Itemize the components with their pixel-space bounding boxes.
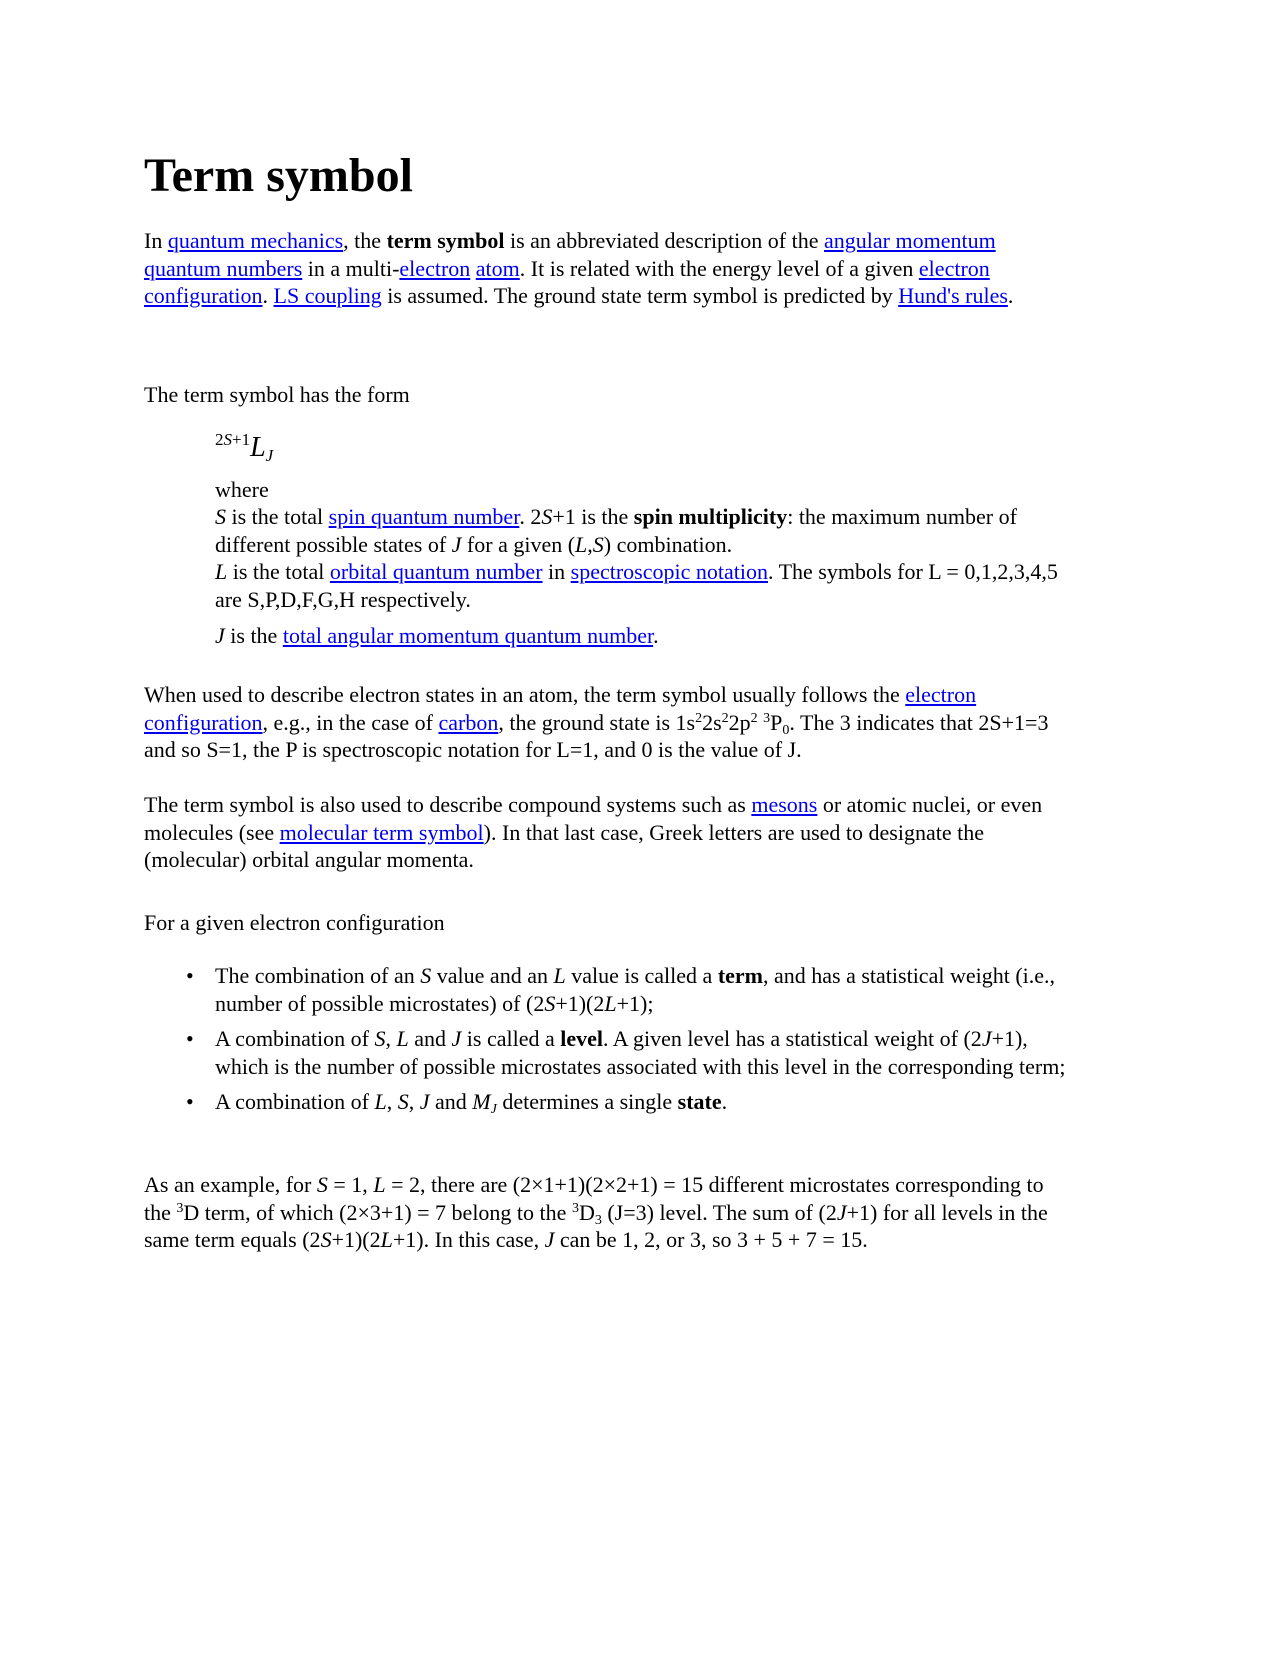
text-run: : the maximum number of different possible states of [215, 504, 1017, 557]
definition-total-angular [215, 622, 1068, 650]
text-run: 3 [594, 1212, 602, 1228]
page-title: Term symbol [144, 149, 413, 202]
text-run: . [262, 283, 274, 308]
text-run: J [981, 1026, 992, 1051]
text-run: . The 3 indicates that 2S+1=3 and so S=1, the P is spectroscopic notation for L=1, and 0 is the value of J. [144, 709, 1049, 762]
angular-momentum-quantum-numbers-link[interactable]: angular momentum quantum numbers [144, 228, 996, 281]
electron-configuration-link[interactable]: electron configuration [144, 255, 990, 308]
electron-configuration-link[interactable]: electron configuration [144, 682, 977, 735]
text-run: J [419, 1089, 430, 1114]
text-run: L [250, 432, 266, 463]
orbital-quantum-number-link[interactable]: orbital quantum number [329, 559, 543, 584]
text-run: J [544, 1227, 555, 1252]
text-run: . It is related with the energy level of a given [519, 255, 919, 281]
text-run: +1 [232, 430, 251, 449]
text-run: . A given level has a statistical weight of (2 [603, 1026, 982, 1051]
text-run: is the [224, 623, 283, 648]
text-run: S [397, 1089, 409, 1114]
text-run: is the total [227, 559, 330, 584]
text-run: . 2 [519, 504, 542, 529]
text-run: is called a [461, 1026, 561, 1051]
text-run: is an abbreviated description of the [504, 228, 824, 253]
text-run: M [472, 1089, 491, 1114]
config-lead-paragraph: For a given electron configuration [144, 910, 445, 935]
text-run: +1)(2 [331, 1227, 381, 1252]
text-run: D term, of which (2×3+1) = 7 belong to the [183, 1199, 572, 1225]
text-run: 2s [702, 709, 722, 735]
text-run: S [320, 1227, 332, 1252]
molecular-term-symbol-link[interactable]: molecular term symbol [279, 819, 484, 845]
text-run: or atomic nuclei, or even molecules (see [144, 792, 1043, 845]
text-run: , the ground state is 1s [498, 709, 696, 735]
text-run: , [587, 531, 593, 557]
text-run: S [316, 1172, 328, 1197]
atom-link[interactable]: atom [475, 255, 520, 281]
spin-quantum-number-link[interactable]: spin quantum number [328, 504, 520, 529]
text-run: value is called a [565, 963, 718, 988]
text-run: and [429, 1089, 473, 1114]
text-run: S [374, 1026, 386, 1051]
text-run: 3 [176, 1200, 184, 1216]
text-run: +1) for all levels in the same term equals (2 [144, 1199, 1048, 1252]
text-run: level [560, 1026, 603, 1051]
text-run: can be 1, 2, or 3, so 3 + 5 + 7 = 15. [554, 1227, 868, 1252]
text-run: J [265, 446, 274, 465]
text-run: 0 [782, 722, 790, 738]
text-run: , [386, 1089, 398, 1114]
text-run: L [553, 963, 566, 988]
text-run: The term symbol is also used to describe compound systems such as [144, 792, 752, 817]
text-run: J [490, 1102, 497, 1117]
text-run: J [215, 623, 225, 648]
text-run: L [604, 990, 617, 1016]
text-run: ). In that last case, Greek letters are used to designate the (molecular) orbital angular momenta. [144, 819, 984, 872]
example-paragraph [144, 1171, 1068, 1254]
carbon-link[interactable]: carbon [438, 709, 499, 735]
text-run: S [223, 430, 232, 449]
bullet-level [144, 1025, 1068, 1080]
text-run: , the [343, 228, 387, 253]
text-run: S [215, 504, 226, 529]
text-run: spin multiplicity [633, 504, 788, 529]
text-run: L [215, 559, 228, 584]
compound-paragraph [144, 791, 1068, 874]
text-run: A combination of [215, 1089, 375, 1114]
text-run: P [770, 709, 783, 735]
text-run: . [1007, 283, 1014, 308]
text-run: 2 [215, 430, 224, 449]
text-run: S [592, 531, 604, 557]
text-run: L [380, 1227, 393, 1252]
text-run: L [396, 1026, 409, 1051]
text-run: ) combination. [603, 531, 733, 557]
text-run: , e.g., in the case of [262, 709, 439, 735]
text-run: When used to describe electron states in an atom, the term symbol usually follows the [144, 682, 906, 707]
ls-coupling-link[interactable]: LS coupling [273, 283, 382, 308]
text-run: L [374, 1089, 387, 1114]
text-run: +1). In this case, [392, 1227, 545, 1252]
text-run: D [578, 1199, 595, 1225]
text-run: S [541, 504, 553, 529]
text-run: . [721, 1089, 728, 1114]
text-run: is assumed. The ground state term symbol is predicted by [381, 283, 899, 308]
text-run: +1), which is the number of possible microstates associated with this level in the corresponding term; [215, 1026, 1066, 1079]
text-run: . The symbols for L = 0,1,2,3,4,5 are S,P,D,F,G,H respectively. [215, 559, 1058, 612]
text-run: = 2, there are (2×1+1)(2×2+1) = 15 different microstates corresponding to the [144, 1172, 1044, 1225]
where-label: where [215, 477, 269, 502]
text-run: , [408, 1089, 420, 1114]
text-run: is the total [226, 504, 329, 529]
term-symbol-formula [215, 430, 1068, 466]
text-run: +1); [616, 990, 654, 1016]
mesons-link[interactable]: mesons [751, 792, 818, 817]
hunds-rules-link[interactable]: Hund's rules [898, 283, 1008, 308]
spectroscopic-notation-link[interactable]: spectroscopic notation [570, 559, 768, 584]
text-run: 2 [721, 710, 729, 726]
text-run: J [451, 531, 462, 557]
form-lead-paragraph: The term symbol has the form [144, 382, 410, 407]
text-run: L [575, 531, 588, 557]
text-run: The combination of an [215, 963, 421, 988]
text-run: 2p [728, 709, 751, 735]
text-run: +1 is the [552, 504, 634, 529]
intro-paragraph [144, 227, 1068, 310]
text-run: and [408, 1026, 452, 1051]
text-run: , [385, 1026, 397, 1051]
text-run: for a given ( [461, 531, 576, 557]
text-run: 2 [695, 710, 703, 726]
text-run: As an example, for [144, 1172, 317, 1197]
bullet-state [144, 1088, 1068, 1116]
text-run: in a multi- [302, 255, 400, 281]
text-run: 3 [763, 710, 771, 726]
text-run: J [836, 1199, 847, 1225]
text-run: +1)(2 [555, 990, 605, 1016]
total-angular-momentum-quantum-number-link[interactable]: total angular momentum quantum number [282, 623, 654, 648]
text-run: 2 [750, 710, 758, 726]
text-run: term [717, 963, 763, 988]
usage-paragraph [144, 681, 1068, 764]
definition-orbital [215, 558, 1068, 613]
text-run: A combination of [215, 1026, 375, 1051]
text-run: S [420, 963, 432, 988]
text-run: state [677, 1089, 722, 1114]
text-run: L [373, 1172, 386, 1197]
text-run: J [451, 1026, 462, 1051]
definition-spin [215, 503, 1068, 558]
bullet-term [144, 962, 1068, 1017]
text-run: In [144, 228, 168, 253]
text-run: , and has a statistical weight (i.e., number of possible microstates) of (2 [215, 963, 1056, 1016]
electron-link[interactable]: electron [399, 255, 471, 281]
text-run: in [542, 559, 571, 584]
text-run: S [544, 990, 556, 1016]
text-run: value and an [431, 963, 554, 988]
text-run: (J=3) level. The sum of (2 [601, 1199, 837, 1225]
text-run: determines a single [496, 1089, 678, 1114]
text-run: = 1, [327, 1172, 374, 1197]
definitions-bullet-list [144, 962, 1068, 1124]
quantum-mechanics-link[interactable]: quantum mechanics [167, 228, 344, 253]
text-run: 3 [571, 1200, 579, 1216]
text-run: term symbol [386, 228, 505, 253]
text-run: . [653, 623, 659, 648]
